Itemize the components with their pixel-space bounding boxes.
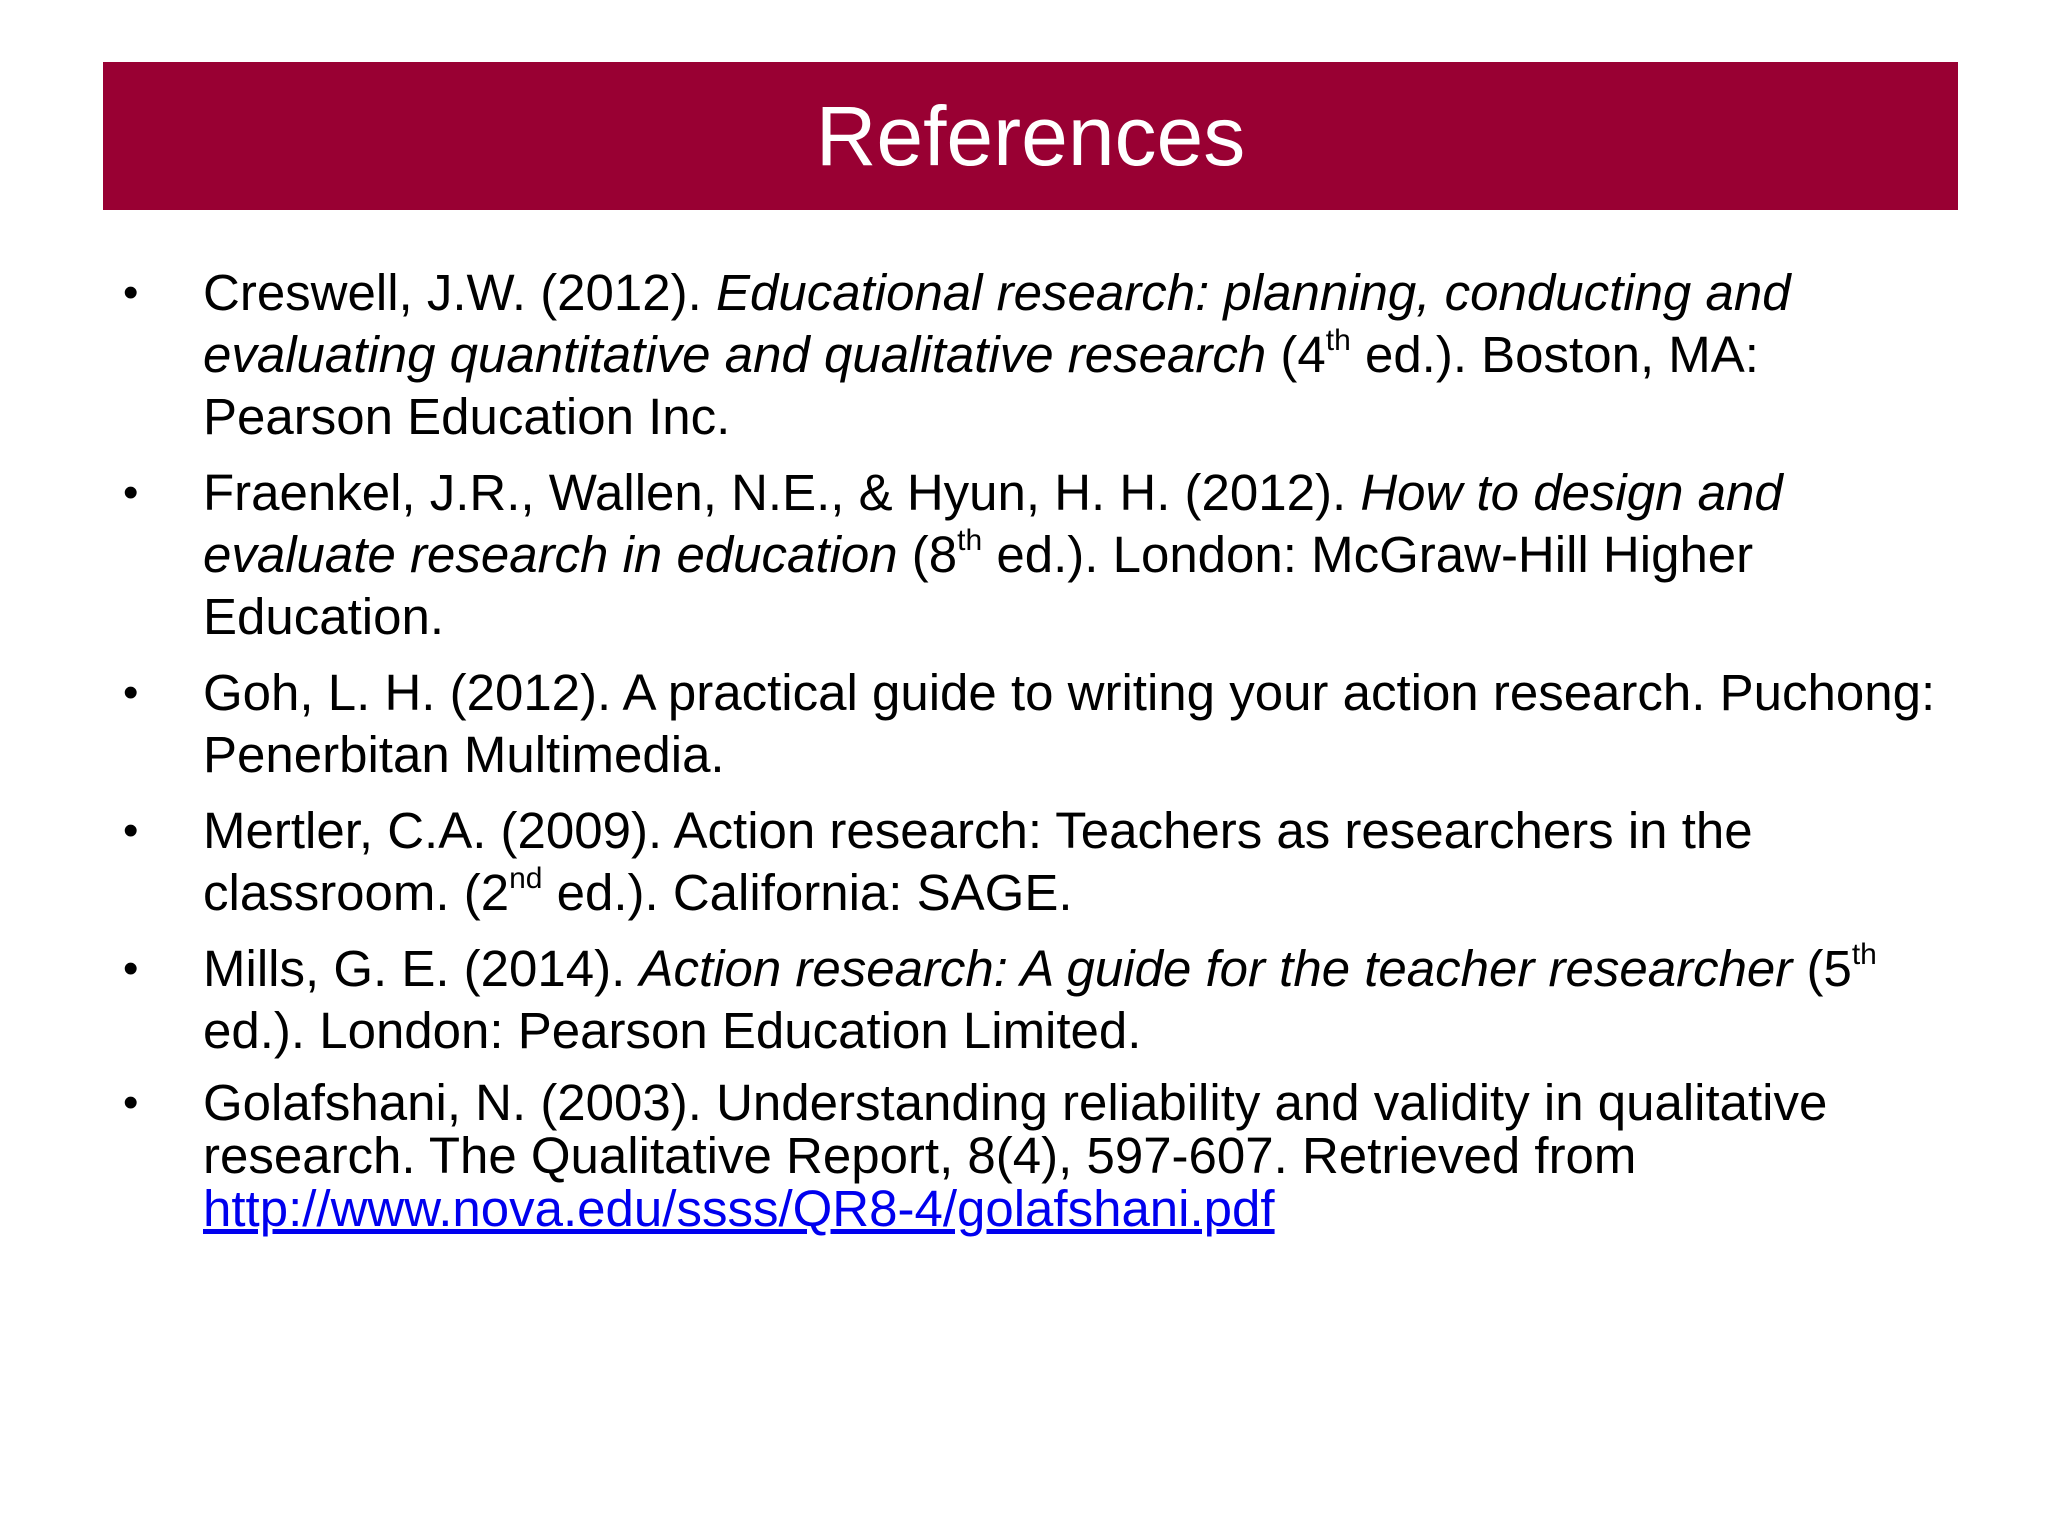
edition-suffix: th [1851, 938, 1877, 971]
reference-link[interactable]: http://www.nova.edu/ssss/QR8-4/golafshani.pdf [203, 1180, 1275, 1237]
bullet-icon: • [123, 468, 139, 517]
reference-item [118, 662, 1958, 786]
bullet-icon: • [123, 268, 139, 317]
reference-publisher: ed.). California: SAGE. [542, 864, 1073, 921]
edition-suffix: th [1325, 324, 1351, 357]
reference-title: Educational research: planning, conducting and evaluating quantitative and qualitative research [203, 264, 1791, 383]
edition-suffix: th [957, 524, 983, 557]
reference-item [118, 800, 1958, 924]
bullet-icon: • [123, 1078, 139, 1127]
reference-text: Creswell, J.W. (2012). [203, 264, 716, 321]
reference-item [118, 1076, 1958, 1235]
reference-publisher: ed.). London: Pearson Education Limited. [203, 1002, 1142, 1059]
reference-item [118, 938, 1958, 1062]
reference-text: Golafshani, N. (2003). Understanding reliability and validity in qualitative research. The Qualitative Report, 8(4), 597-607. Retrieved from [203, 1074, 1828, 1184]
reference-edition: (5 [1792, 940, 1852, 997]
reference-text: Mertler, C.A. (2009). Action research: Teachers as researchers in the classroom. (2 [203, 802, 1753, 921]
bullet-icon: • [123, 806, 139, 855]
reference-title: How to design and evaluate research in education [203, 464, 1783, 583]
reference-item [118, 262, 1958, 448]
edition-suffix: nd [509, 862, 543, 895]
title-bar [103, 62, 1958, 210]
bullet-icon: • [123, 668, 139, 717]
reference-title: Action research: A guide for the teacher researcher [639, 940, 1793, 997]
slide-title: References [815, 89, 1246, 183]
reference-publisher: ed.). London: McGraw-Hill Higher Education. [203, 526, 1754, 645]
reference-text: Fraenkel, J.R., Wallen, N.E., & Hyun, H. H. (2012). [203, 464, 1361, 521]
reference-text: Goh, L. H. (2012). A practical guide to writing your action research. Puchong: Penerbitan Multimedia. [203, 664, 1936, 783]
reference-edition: (8 [897, 526, 958, 583]
reference-edition: (4 [1266, 326, 1326, 383]
reference-text: Mills, G. E. (2014). [203, 940, 640, 997]
reference-item [118, 462, 1958, 648]
bullet-icon: • [123, 944, 139, 993]
reference-list [118, 262, 1958, 1249]
reference-publisher: ed.). Boston, MA: Pearson Education Inc. [203, 326, 1759, 445]
